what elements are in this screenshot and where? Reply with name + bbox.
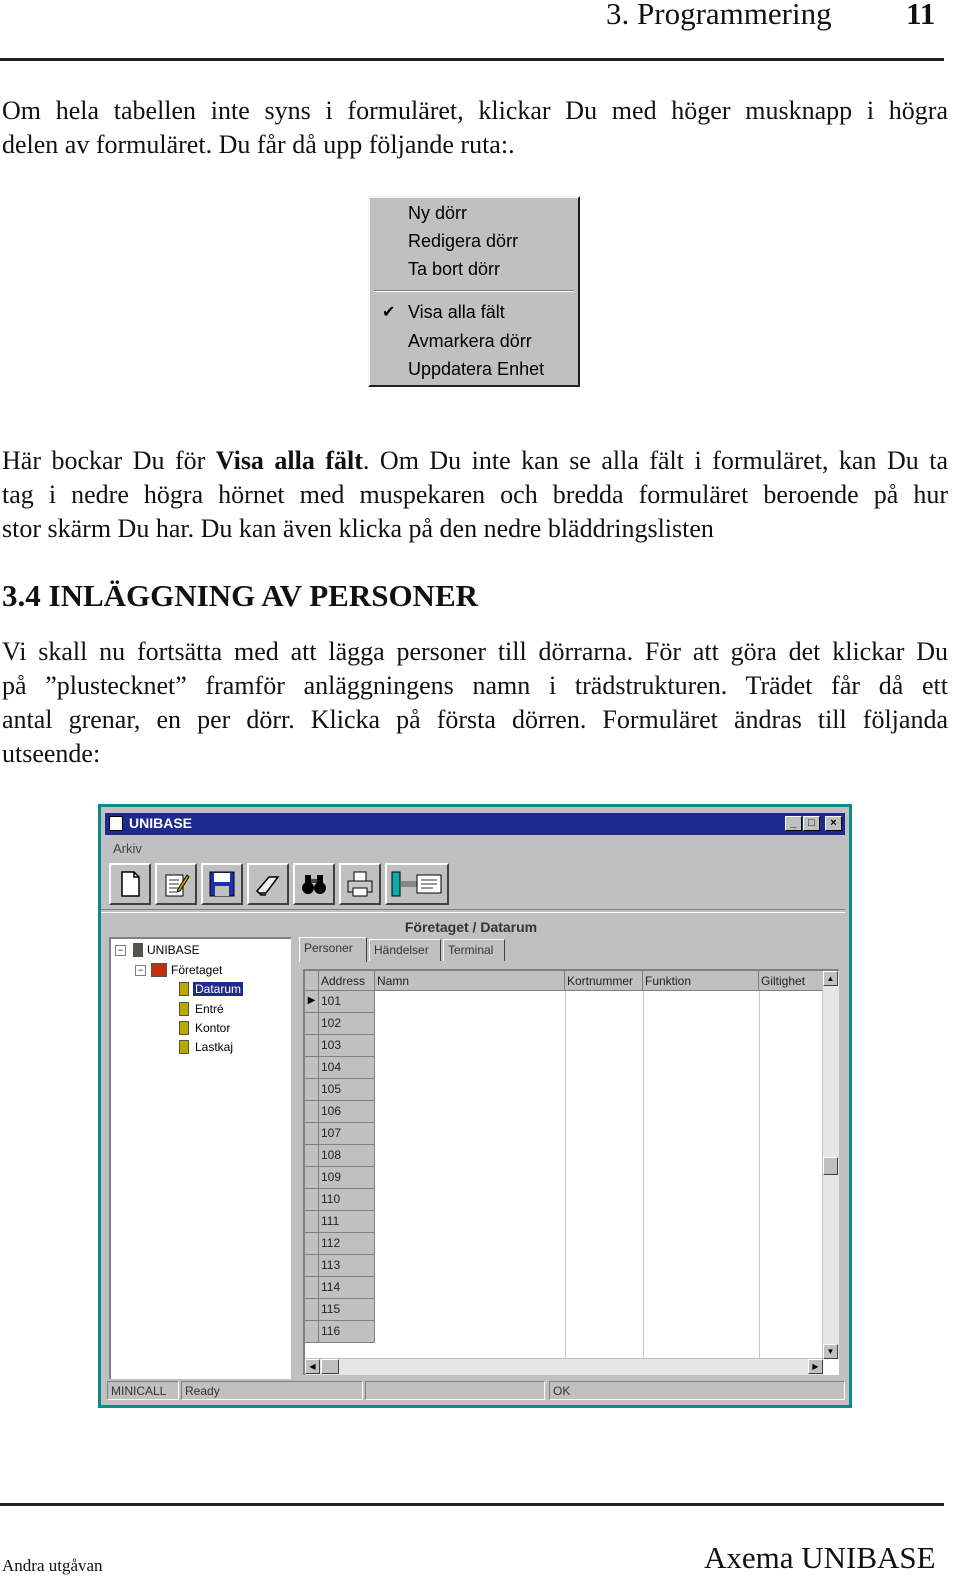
scroll-up-icon[interactable]: ▲ (823, 971, 838, 986)
grid-line (565, 991, 566, 1375)
column-header-validity[interactable]: Giltighet (759, 971, 825, 991)
menu-item-edit-door[interactable]: Redigera dörr (408, 231, 519, 251)
column-header-card-number[interactable]: Kortnummer (565, 971, 643, 991)
tab-terminal[interactable]: Terminal (443, 939, 505, 961)
address-cell[interactable]: 112 (319, 1233, 375, 1255)
close-button[interactable]: × (825, 816, 842, 831)
row-selector[interactable] (305, 1233, 319, 1255)
row-selector[interactable] (305, 1167, 319, 1189)
column-header-function[interactable]: Funktion (643, 971, 759, 991)
menu-item-delete-door[interactable]: Ta bort dörr (408, 259, 501, 279)
intro-line: delen av formuläret. Du får då upp följande ruta:. (2, 130, 515, 159)
page-number: 11 (906, 0, 936, 31)
title-bar (105, 813, 845, 835)
menu-separator (374, 290, 574, 292)
address-cell[interactable]: 111 (319, 1211, 375, 1233)
status-state: Ready (181, 1381, 363, 1400)
checkmark-icon: ✔ (382, 304, 396, 321)
edit-icon[interactable] (155, 863, 197, 905)
explanation-paragraph (2, 444, 948, 546)
building-icon (151, 963, 167, 977)
address-cell[interactable]: 102 (319, 1013, 375, 1035)
row-selector[interactable] (305, 1255, 319, 1277)
tab-personer[interactable]: Personer (299, 937, 367, 962)
row-selector[interactable] (305, 1123, 319, 1145)
address-cell[interactable]: 113 (319, 1255, 375, 1277)
toolbar-divider (101, 909, 845, 913)
vertical-scrollbar[interactable] (822, 971, 839, 1359)
row-selector[interactable] (305, 1299, 319, 1321)
door-icon (179, 1021, 189, 1035)
context-menu (368, 196, 580, 387)
running-header-section: 3. Programmering (606, 0, 832, 31)
row-selector[interactable] (305, 1321, 319, 1343)
footer-edition: Andra utgåvan (2, 1556, 103, 1575)
scroll-left-icon[interactable]: ◀ (305, 1359, 320, 1374)
paragraph-line: Vi skall nu fortsätta med att lägga personer till dörrarna. För att göra det klickar Du (2, 637, 948, 666)
persons-grid (303, 969, 839, 1375)
binoculars-icon[interactable] (293, 863, 335, 905)
address-cell[interactable]: 116 (319, 1321, 375, 1343)
tree-expander[interactable]: − (135, 965, 146, 976)
address-cell[interactable]: 104 (319, 1057, 375, 1079)
status-panel (365, 1381, 545, 1400)
address-cell[interactable]: 110 (319, 1189, 375, 1211)
instructions-paragraph (2, 635, 948, 771)
paragraph-line: stor skärm Du har. Du kan även klicka på den nedre bläddringslisten (2, 514, 714, 543)
tree-node-root[interactable]: UNIBASE (147, 943, 200, 957)
bold-term: Visa alla fält (215, 446, 363, 475)
paragraph-line: på ”plustecknet” framför anläggningens namn i trädstrukturen. Trädet får då ett (2, 671, 948, 700)
footer-product: Axema UNIBASE (704, 1540, 936, 1575)
paragraph-line: tag i nedre högra hörnet med muspekaren och bredda formuläret beroende på hur (2, 480, 948, 509)
row-selector[interactable] (305, 1189, 319, 1211)
door-icon (179, 982, 189, 996)
address-cell[interactable]: 115 (319, 1299, 375, 1321)
row-selector[interactable] (305, 1211, 319, 1233)
scroll-thumb[interactable] (321, 1359, 339, 1374)
tab-handelser[interactable]: Händelser (369, 939, 441, 961)
tree-expander[interactable]: − (115, 945, 126, 956)
menu-item-deselect-door[interactable]: Avmarkera dörr (408, 331, 532, 351)
row-selector[interactable] (305, 1035, 319, 1057)
paragraph-line: utseende: (2, 739, 101, 768)
tree-node-door[interactable]: Kontor (195, 1021, 231, 1035)
paragraph-line: antal grenar, en per dörr. Klicka på första dörren. Formuläret ändras till följanda (2, 705, 948, 734)
address-cell[interactable]: 106 (319, 1101, 375, 1123)
print-icon[interactable] (339, 863, 381, 905)
row-selector[interactable] (305, 1277, 319, 1299)
grid-corner (305, 971, 319, 991)
row-selector[interactable] (305, 1013, 319, 1035)
row-selector[interactable]: ▶ (305, 991, 319, 1013)
address-cell[interactable]: 114 (319, 1277, 375, 1299)
system-icon (133, 943, 143, 957)
window-title: UNIBASE (129, 815, 193, 831)
address-cell[interactable]: 105 (319, 1079, 375, 1101)
column-header-address[interactable]: Address (319, 971, 375, 991)
address-cell[interactable]: 101 (319, 991, 375, 1013)
menu-item-show-all-fields[interactable]: Visa alla fält (408, 302, 505, 322)
column-header-name[interactable]: Namn (375, 971, 565, 991)
horizontal-scrollbar[interactable] (305, 1358, 823, 1375)
grid-line (643, 991, 644, 1375)
unibase-window (98, 804, 852, 1408)
eraser-icon[interactable] (247, 863, 289, 905)
toolbar (109, 863, 849, 909)
address-cell[interactable]: 107 (319, 1123, 375, 1145)
tree-view (109, 937, 291, 1379)
form-title: Företaget / Datarum (404, 919, 538, 935)
scroll-right-icon[interactable]: ▶ (808, 1359, 823, 1374)
address-cell[interactable]: 108 (319, 1145, 375, 1167)
header-rule (0, 58, 944, 61)
door-icon (179, 1040, 189, 1054)
menu-arkiv[interactable]: Arkiv (113, 841, 142, 856)
row-selector[interactable] (305, 1145, 319, 1167)
maximize-button[interactable]: □ (803, 816, 820, 831)
app-icon (109, 816, 123, 831)
tree-node-door[interactable]: Datarum (195, 982, 242, 996)
tree-node-door[interactable]: Lastkaj (195, 1040, 234, 1054)
menu-item-update-unit[interactable]: Uppdatera Enhet (408, 359, 545, 379)
grid-line (759, 991, 760, 1375)
intro-line: Om hela tabellen inte syns i formuläret, klickar Du med höger musknapp i högra (2, 96, 948, 125)
row-selector[interactable] (305, 1079, 319, 1101)
intro-paragraph (2, 94, 948, 162)
status-bar (105, 1381, 847, 1401)
address-cell[interactable]: 103 (319, 1035, 375, 1057)
reader-icon[interactable] (385, 863, 449, 905)
row-selector[interactable] (305, 1057, 319, 1079)
text-run: Här bockar Du för (2, 446, 216, 475)
scroll-down-icon[interactable]: ▼ (823, 1344, 838, 1359)
row-selector[interactable] (305, 1101, 319, 1123)
address-cell[interactable]: 109 (319, 1167, 375, 1189)
door-icon (179, 1002, 189, 1016)
text-run: . Om Du inte kan se alla fält i formuläret, kan Du ta (362, 446, 949, 475)
status-result: OK (549, 1381, 845, 1400)
tree-node-door[interactable]: Entré (195, 1002, 224, 1016)
scroll-thumb[interactable] (823, 1157, 838, 1175)
tree-node-company[interactable]: Företaget (171, 963, 223, 977)
paragraph-line (2, 444, 948, 478)
footer-rule (0, 1503, 944, 1506)
minimize-button[interactable]: _ (785, 816, 802, 831)
save-icon[interactable] (201, 863, 243, 905)
section-heading: 3.4 INLÄGGNING AV PERSONER (2, 578, 479, 613)
menu-item-new-door[interactable]: Ny dörr (408, 203, 468, 223)
new-document-icon[interactable] (109, 863, 151, 905)
status-app: MINICALL (107, 1381, 179, 1400)
